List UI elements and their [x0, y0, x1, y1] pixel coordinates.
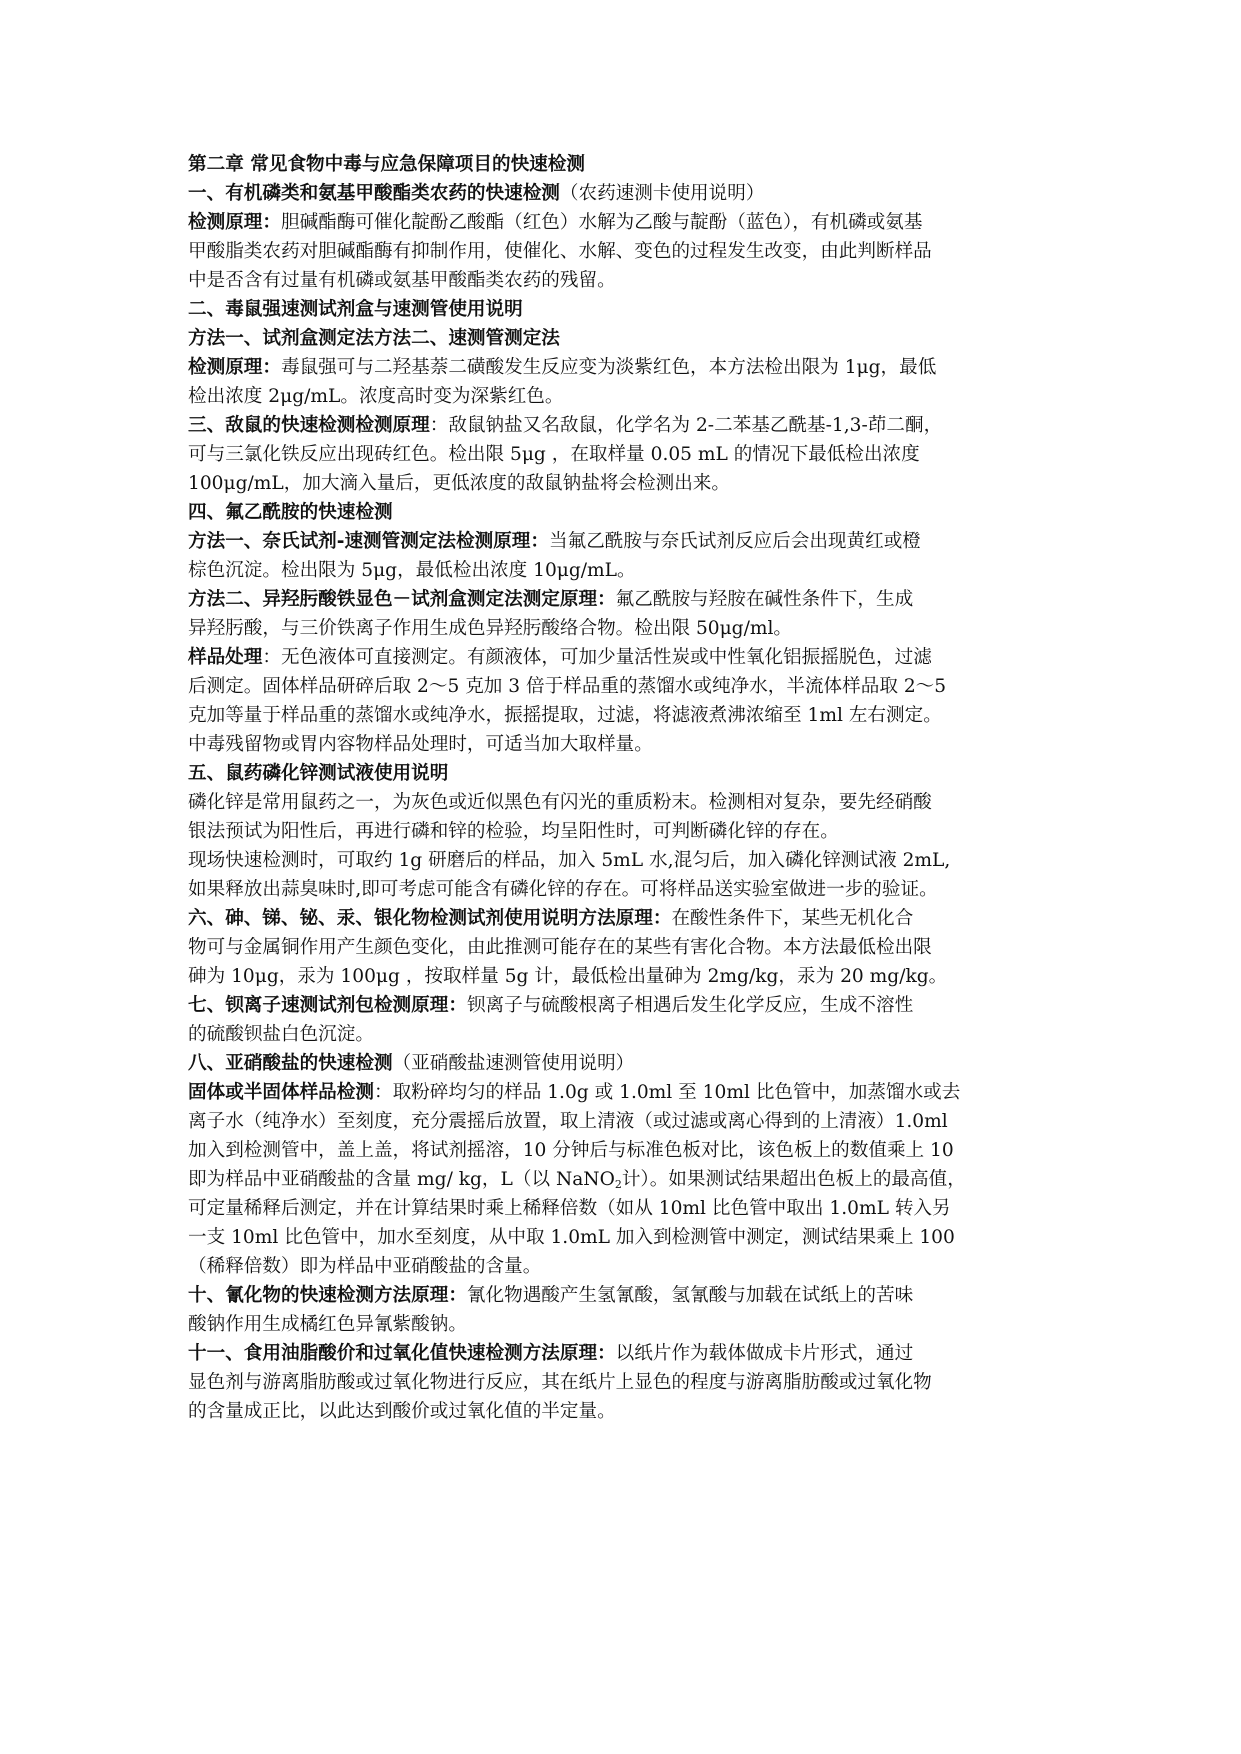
- section-1-line-2: 甲酸脂类农药对胆碱酯酶有抑制作用，使催化、水解、变色的过程发生改变，由此判断样品: [188, 241, 932, 262]
- section-2-methods-text: 方法一、试剂盒测定法方法二、速测管测定法: [188, 328, 560, 349]
- section-6-line-1: [188, 904, 1068, 933]
- section-4-method-1-line-1: [188, 527, 1068, 556]
- section-5-heading: [188, 759, 1068, 788]
- section-2-line-2: 检出浓度 2μg/mL。浓度高时变为深紫红色。: [188, 386, 564, 407]
- section-5-line-2: 银法预试为阳性后，再进行磷和锌的检验，均呈阳性时，可判断磷化锌的存在。: [188, 821, 839, 842]
- section-8-line-6: 一支 10ml 比色管中，加水至刻度，从中取 1.0mL 加入到检测管中测定，测试结果乘上 100: [188, 1227, 955, 1248]
- section-6-line-3: 砷为 10μg，汞为 100μg ，按取样量 5g 计，最低检出量砷为 2mg/kg，汞为 20 mg/kg。: [188, 966, 948, 987]
- section-4-method-2-line-2: 异羟肟酸，与三价铁离子作用生成色异羟肟酸络合物。检出限 50μg/ml。: [188, 618, 793, 639]
- section-8-line-7: （稀释倍数）即为样品中亚硝酸盐的含量。: [188, 1256, 542, 1277]
- section-11-text-1: 以纸片作为载体做成卡片形式，通过: [615, 1343, 914, 1364]
- section-8-heading-note: （亚硝酸盐速测管使用说明）: [392, 1053, 635, 1074]
- section-4-method-1-label: 方法一、奈氏试剂-速测管测定法检测原理：: [188, 531, 549, 552]
- section-3-heading: 三、敌鼠的快速检测检测原理: [188, 415, 430, 436]
- section-4-sample-text-1: 无色液体可直接测定。有颜液体，可加少量活性炭或中性氧化铝振摇脱色，过滤: [281, 647, 932, 668]
- section-1-heading-note: （农药速测卡使用说明）: [559, 183, 765, 204]
- section-4-method-2-label: 方法二、异羟肟酸铁显色－试剂盒测定法测定原理：: [188, 589, 616, 610]
- section-3-line-2: 可与三氯化铁反应出现砖红色。检出限 5μg ，在取样量 0.05 mL 的情况下最低检出浓度: [188, 444, 920, 465]
- section-2-text-1: 毒鼠强可与二羟基萘二磺酸发生反应变为淡紫红色，本方法检出限为 1μg，最低: [280, 357, 937, 378]
- section-8-line-1: [188, 1078, 1068, 1107]
- section-8-heading: [188, 1049, 1068, 1078]
- section-8-heading-text: 八、亚硝酸盐的快速检测: [188, 1053, 393, 1074]
- section-4-method-1-line-2: 棕色沉淀。检出限为 5μg，最低检出浓度 10μg/mL。: [188, 560, 636, 581]
- section-7-line-2: 的硫酸钡盐白色沉淀。: [188, 1024, 374, 1045]
- section-1-line-1: [188, 208, 1068, 237]
- section-5-line-3: 现场快速检测时，可取约 1g 研磨后的样品，加入 5mL 水,混匀后，加入磷化锌测试液 2mL,: [188, 850, 951, 871]
- chapter-title-text: 第二章 常见食物中毒与应急保障项目的快速检测: [188, 154, 585, 175]
- section-4-sample-colon: ：: [262, 647, 281, 668]
- section-2-heading: [188, 295, 1068, 324]
- section-7-heading: 七、钡离子速测试剂包检测原理：: [188, 995, 467, 1016]
- section-4-sample-label: 样品处理: [188, 647, 263, 668]
- section-1-label: 检测原理：: [188, 212, 281, 233]
- section-10-text-1: 氰化物遇酸产生氢氰酸，氢氰酸与加载在试纸上的苦味: [466, 1285, 914, 1306]
- section-7-line-1: [188, 991, 1068, 1020]
- section-4-method-2-text-1: 氟乙酰胺与羟胺在碱性条件下，生成: [615, 589, 914, 610]
- section-6-line-2: 物可与金属铜作用产生颜色变化，由此推测可能存在的某些有害化合物。本方法最低检出限: [188, 937, 932, 958]
- section-11-line-3: 的含量成正比，以此达到酸价或过氧化值的半定量。: [188, 1401, 616, 1422]
- section-4-heading: [188, 498, 1068, 527]
- section-2-label: 检测原理：: [188, 357, 281, 378]
- section-1-heading: [188, 179, 1068, 208]
- section-10-heading: 十、氰化物的快速检测方法原理：: [188, 1285, 467, 1306]
- section-4-sample-line-3: 克加等量于样品重的蒸馏水或纯净水，振摇提取，过滤，将滤液煮沸浓缩至 1ml 左右测定。: [188, 705, 942, 726]
- section-8-text-4a: 即为样品中亚硝酸盐的含量 mg/ kg，L（以 NaNO: [188, 1169, 615, 1190]
- section-1-line-3: 中是否含有过量有机磷或氨基甲酸酯类农药的残留。: [188, 270, 616, 291]
- section-8-line-3: 加入到检测管中，盖上盖，将试剂摇溶，10 分钟后与标准色板对比，该色板上的数值乘上 10: [188, 1140, 954, 1161]
- section-5-heading-text: 五、鼠药磷化锌测试液使用说明: [188, 763, 449, 784]
- section-2-line-1: [188, 353, 1068, 382]
- section-10-line-1: [188, 1281, 1068, 1310]
- section-8-text-1: 取粉碎均匀的样品 1.0g 或 1.0ml 至 10ml 比色管中，加蒸馏水或去: [392, 1082, 961, 1103]
- section-6-text-1: 在酸性条件下，某些无机化合: [671, 908, 914, 929]
- document-page: [188, 150, 1068, 1426]
- section-1-text-1: 胆碱酯酶可催化靛酚乙酸酯（红色）水解为乙酸与靛酚（蓝色），有机磷或氨基: [280, 212, 923, 233]
- chapter-title: [188, 150, 1068, 179]
- section-2-methods: [188, 324, 1068, 353]
- section-4-method-2-line-1: [188, 585, 1068, 614]
- section-6-heading: 六、砷、锑、铋、汞、银化物检测试剂使用说明方法原理：: [188, 908, 672, 929]
- section-8-line-5: 可定量稀释后测定，并在计算结果时乘上稀释倍数（如从 10ml 比色管中取出 1.0mL 转入另: [188, 1198, 951, 1219]
- section-10-line-2: 酸钠作用生成橘红色异氰紫酸钠。: [188, 1314, 467, 1335]
- section-3-text-1: 敌鼠钠盐又名敌鼠，化学名为 2-二苯基乙酰基-1,3-茚二酮，: [448, 415, 943, 436]
- section-4-sample-line-2: 后测定。固体样品研碎后取 2～5 克加 3 倍于样品重的蒸馏水或纯净水，半流体样品取 2～5: [188, 676, 947, 697]
- section-4-sample-line-1: [188, 643, 1068, 672]
- section-5-line-1: 磷化锌是常用鼠药之一，为灰色或近似黑色有闪光的重质粉末。检测相对复杂，要先经硝酸: [188, 792, 932, 813]
- section-8-colon: ：: [373, 1082, 393, 1103]
- section-4-heading-text: 四、氟乙酰胺的快速检测: [188, 502, 393, 523]
- section-11-line-1: [188, 1339, 1068, 1368]
- section-8-text-4b: 计）。如果测试结果超出色板上的最高值，: [621, 1169, 966, 1190]
- section-4-method-1-text-1: 当氟乙酰胺与奈氏试剂反应后会出现黄红或橙: [549, 531, 921, 552]
- section-8-subscript: 2: [614, 1178, 622, 1191]
- section-1-heading-text: 一、有机磷类和氨基甲酸酯类农药的快速检测: [188, 183, 560, 204]
- section-5-line-4: 如果释放出蒜臭味时,即可考虑可能含有磷化锌的存在。可将样品送实验室做进一步的验证。: [188, 879, 938, 900]
- section-4-sample-line-4: 中毒残留物或胃内容物样品处理时，可适当加大取样量。: [188, 734, 653, 755]
- section-8-line-2: 离子水（纯净水）至刻度，充分震摇后放置，取上清液（或过滤或离心得到的上清液）1.0ml: [188, 1111, 948, 1132]
- section-8-label: 固体或半固体样品检测: [188, 1082, 374, 1103]
- section-3-line-1: [188, 411, 1068, 440]
- section-11-line-2: 显色剂与游离脂肪酸或过氧化物进行反应，其在纸片上显色的程度与游离脂肪酸或过氧化物: [188, 1372, 932, 1393]
- section-11-heading: 十一、食用油脂酸价和过氧化值快速检测方法原理：: [188, 1343, 616, 1364]
- section-7-text-1: 钡离子与硫酸根离子相遇后发生化学反应，生成不溶性: [466, 995, 914, 1016]
- section-8-line-4: [188, 1165, 1068, 1194]
- section-2-heading-text: 二、毒鼠强速测试剂盒与速测管使用说明: [188, 299, 523, 320]
- section-3-colon: ：: [429, 415, 449, 436]
- section-3-line-3: 100μg/mL，加大滴入量后，更低浓度的敌鼠钠盐将会检测出来。: [188, 473, 730, 494]
